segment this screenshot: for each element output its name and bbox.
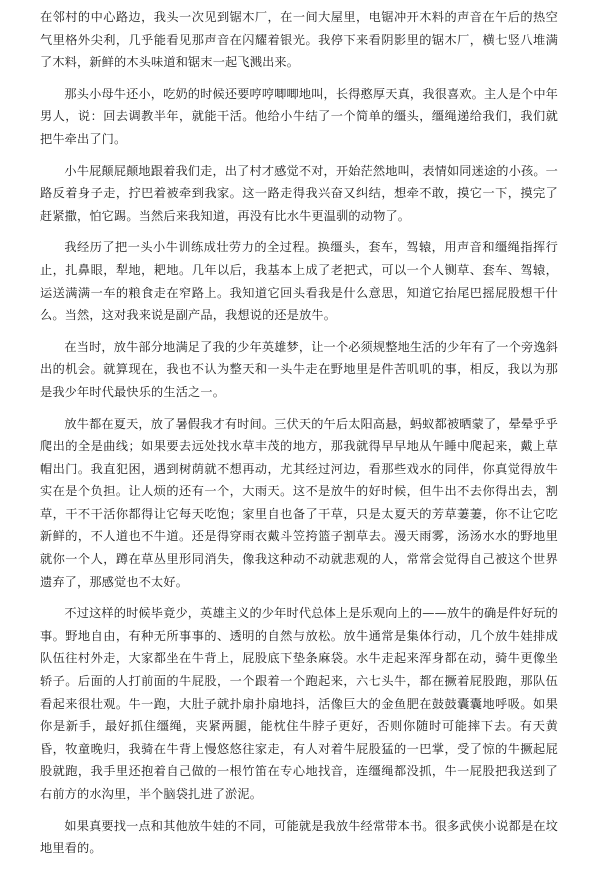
paragraph-6: 放牛都在夏天，放了暑假我才有时间。三伏天的午后太阳高悬，蚂蚁都被晒蒙了，晕晕乎乎爬出的全是曲线；如果要去远处找水草丰茂的地方，那我就得早早地从午睡中爬起来，戴上草帽出门。我直犯困，遇到树荫就不想再动，尤其经过河边，看那些戏水的同伴，你真觉得放牛实在是个负担。让人烦的还有一个，大雨天。这不是放牛的好时候，但牛出不去你得出去，割草，干不干活你都得让它每天吃饱；家里自也备了干草，只是太夏天的芳草萋萋，你不让它吃新鲜的，不人道也不牛道。还是得穿雨衣戴斗笠挎篮子割草去。漫天雨雾，汤汤水水的野地里就你一个人，蹲在草丛里形同消失，像我这种动不动就悲观的人，常常会觉得自己被这个世界遗弃了，那感觉也不太好。 bbox=[40, 416, 558, 589]
paragraph-7: 不过这样的时候毕竟少，英雄主义的少年时代总体上是乐观向上的——放牛的确是件好玩的事。野地自由，有种无所事事的、透明的自然与放松。放牛通常是集体行动，几个放牛娃排成队伍往村外走，大家都坐在牛背上，屁股底下垫条麻袋。水牛走起来浑身都在动，骑牛更像坐轿子。后面的人打前面的牛屁股，一个跟着一个跑起来，六七头牛，都在撅着屁股跑，那队伍看起来很壮观。牛一跑，大肚子就扑扇扑扇地抖，活像巨大的金鱼肥在鼓鼓囊囊地呼吸。如果你是新手，最好抓住缰绳，夹紧两腿，能枕住牛脖子更好，否则你随时可能摔下去。有天黄昏，牧童晚归，我骑在牛背上慢悠悠往家走，有人对着牛屁股猛的一巴掌，受了惊的牛撅起屁股就跑，我手里还抱着自己做的一根竹笛在专心地找音，连缰绳都没抓，牛一屁股把我送到了右前方的水沟里，半个脑袋扎进了淤泥。 bbox=[40, 606, 558, 801]
paragraph-1: 在邻村的中心路边，我头一次见到锯木厂，在一间大屋里，电锯冲开木料的声音在午后的热空气里格外尖利，几乎能看见那声音在闪耀着银光。我停下来看阴影里的锯木厂，横七竖八堆满了木料，新鲜的木头味道和锯末一起飞溅出来。 bbox=[40, 10, 558, 70]
paragraph-3: 小牛屁颠屁颠地跟着我们走，出了村才感觉不对，开始茫然地叫，表情如同迷途的小孩。一路反着身子走，拧巴着被牵到我家。这一路走得我兴奋又纠结，想牵不敢，摸它一下，摸完了赶紧撒，怕它踢。当然后来我知道，再没有比水牛更温驯的动物了。 bbox=[40, 163, 558, 223]
paragraph-2: 那头小母牛还小，吃奶的时候还要哼哼唧唧地叫，长得憨厚天真，我很喜欢。主人是个中年男人，说：回去调教半年，就能干活。他给小牛结了一个简单的缰头，缰绳递给我们，我们就把牛牵出了门。 bbox=[40, 86, 558, 146]
paragraph-5: 在当时，放牛部分地满足了我的少年英雄梦，让一个必须规整地生活的少年有了一个旁逸斜出的机会。就算现在，我也不认为整天和一头牛走在野地里是件苦叽叽的事，相反，我以为那是我少年时代最快乐的生活之一。 bbox=[40, 339, 558, 399]
document-page bbox=[40, 6, 558, 869]
paragraph-8: 如果真要找一点和其他放牛娃的不同，可能就是我放牛经常带本书。很多武侠小说都是在坟地里看的。 bbox=[40, 818, 558, 856]
paragraph-4: 我经历了把一头小牛训练成壮劳力的全过程。换缰头，套车，驾辕，用声音和缰绳指挥行止，扎鼻眼，犁地，耙地。几年以后，我基本上成了老把式，可以一个人铡草、套车、驾辕，运送满满一车的粮食走在窄路上。我知道它回头看我是什么意思，知道它抬尾巴摇屁股想干什么。当然，这对我来说是副产品，我想说的还是放牛。 bbox=[40, 240, 558, 323]
